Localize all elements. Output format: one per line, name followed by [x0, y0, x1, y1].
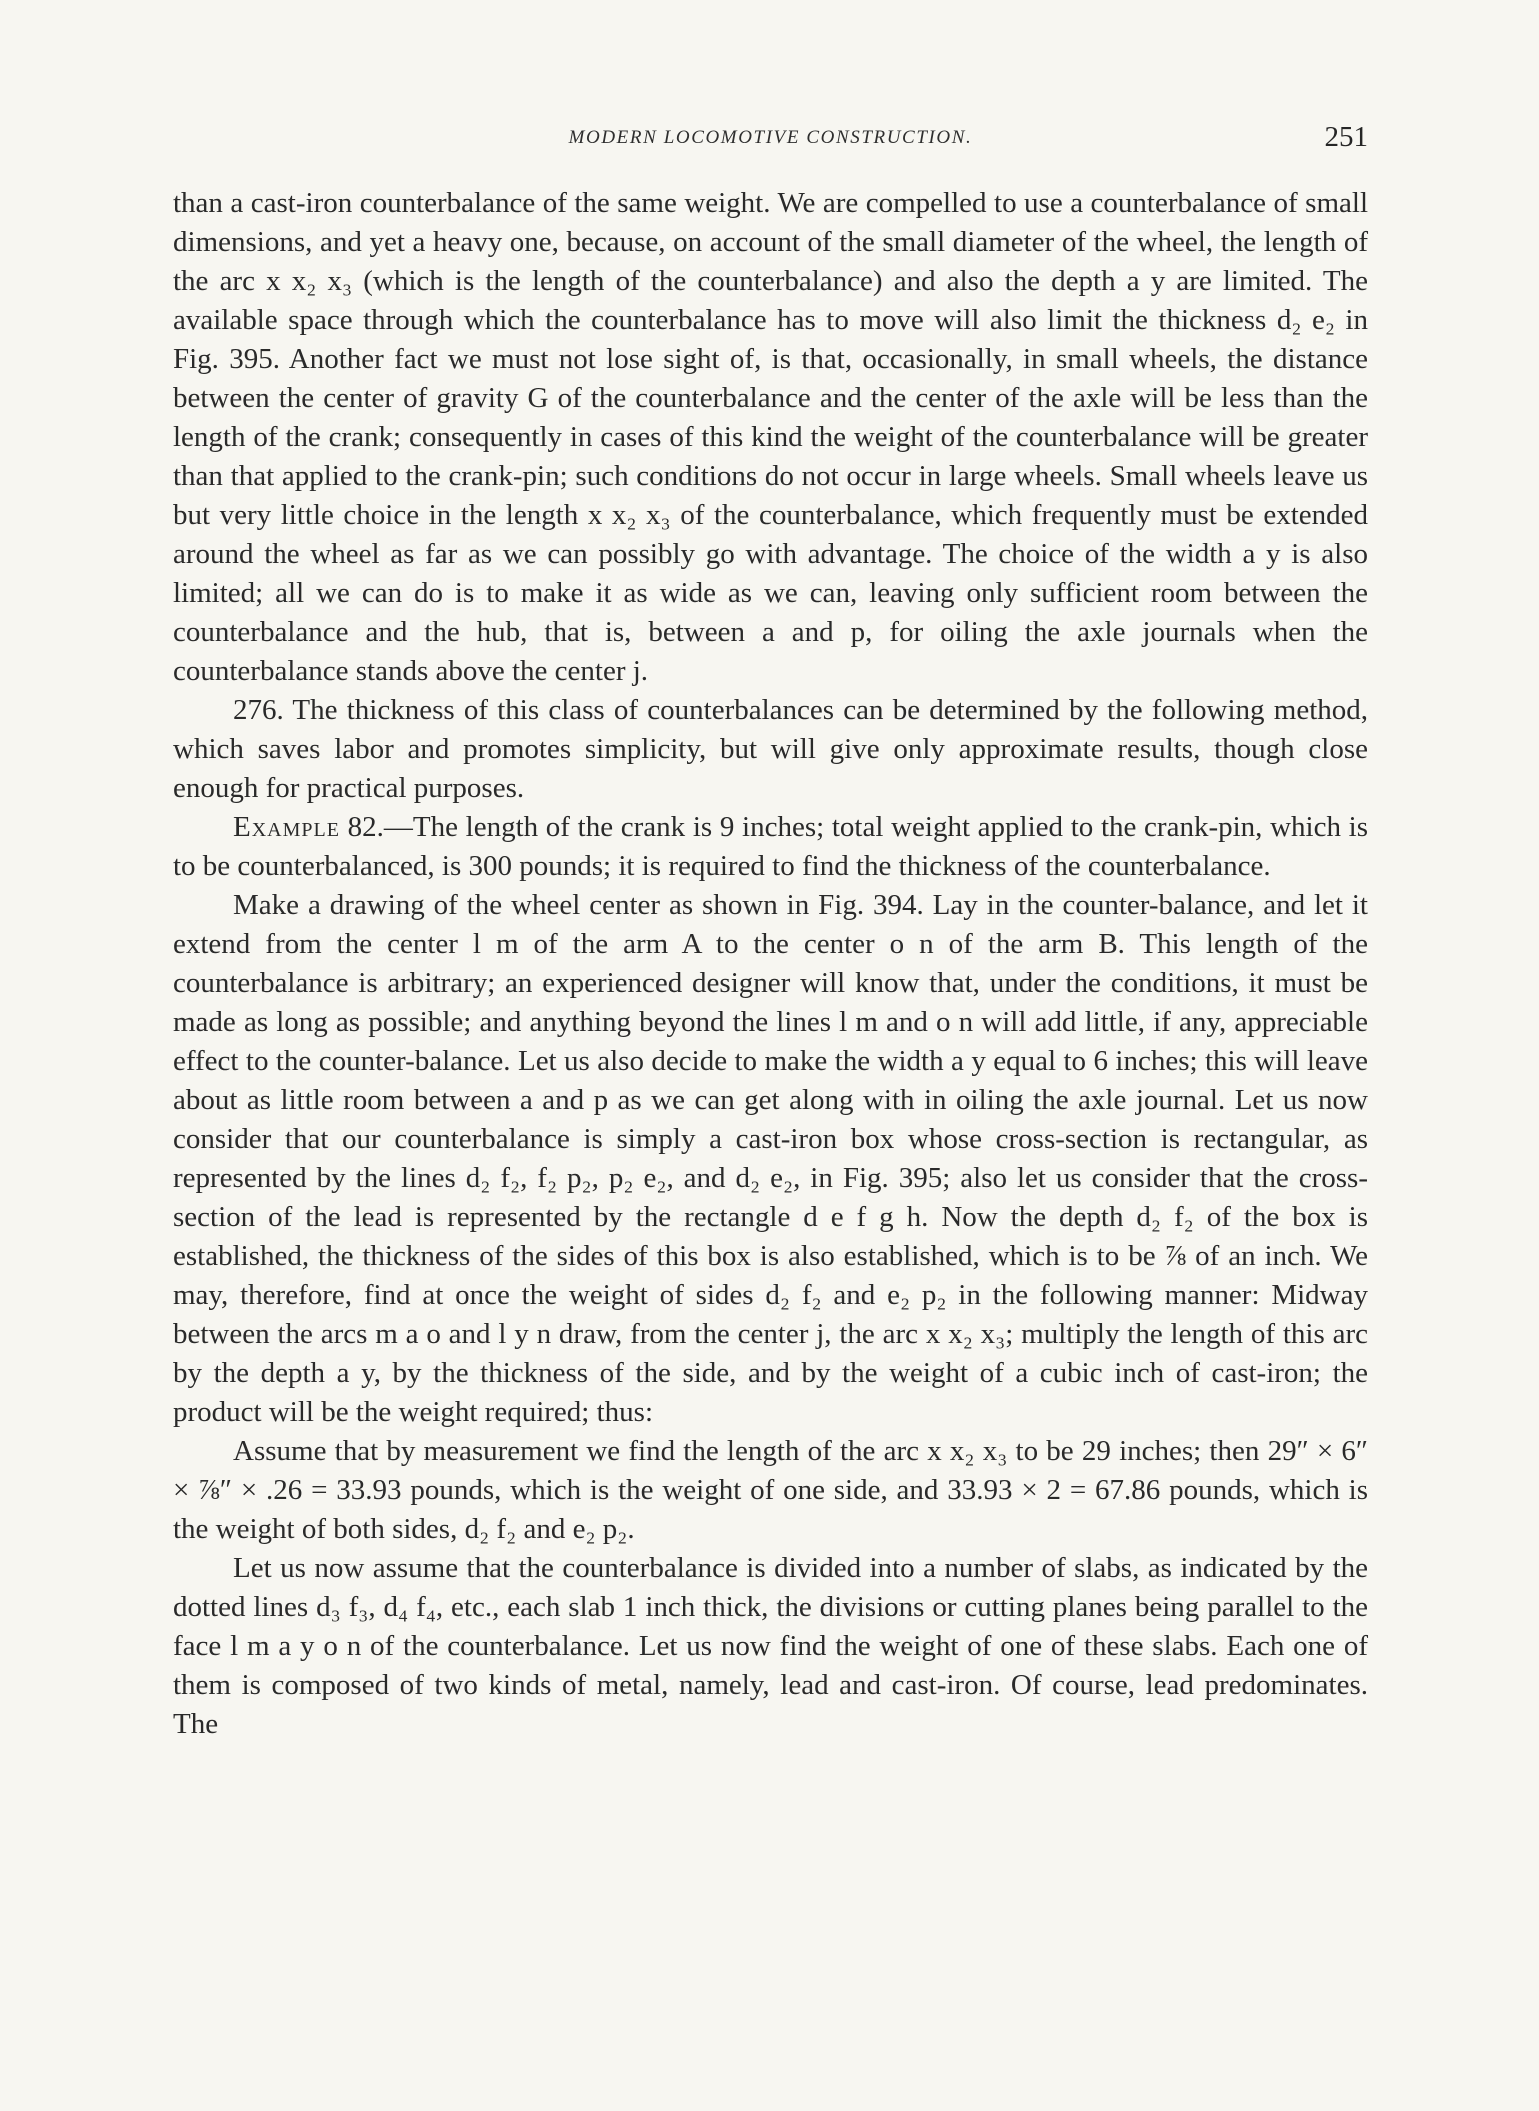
body-text [173, 184, 1368, 1744]
paragraph-continuation: than a cast-iron counterbalance of the same weight. We are compelled to use a counterbalance of small dimensions, and yet a heavy one, because, on account of the small diameter of the wheel, the length of the arc x x₂ x₃ (which is the length of the counterbalance) and also the depth a y are limited. The available space through which the counterbalance has to move will also limit the thickness d₂ e₂ in Fig. 395. Another fact we must not lose sight of, is that, occasionally, in small wheels, the distance between the center of gravity G of the counterbalance and the center of the axle will be less than the length of the crank; consequently in cases of this kind the weight of the counterbalance will be greater than that applied to the crank-pin; such conditions do not occur in large wheels. Small wheels leave us but very little choice in the length x x₂ x₃ of the counterbalance, which frequently must be extended around the wheel as far as we can possibly go with advantage. The choice of the width a y is also limited; all we can do is to make it as wide as we can, leaving only sufficient room between the counterbalance and the hub, that is, between a and p, for oiling the axle journals when the counterbalance stands above the center j. [173, 187, 1368, 687]
paragraph-drawing: Make a drawing of the wheel center as shown in Fig. 394. Lay in the counter-balance, and let it extend from the center l m of the arm A to the center o n of the arm B. This length of the counterbalance is arbitrary; an experienced designer will know that, under the conditions, it must be made as long as possible; and anything beyond the lines l m and o n will add little, if any, appreciable effect to the counter-balance. Let us also decide to make the width a y equal to 6 inches; this will leave about as little room between a and p as we can get along with in oiling the axle journal. Let us now consider that our counterbalance is simply a cast-iron box whose cross-section is rectangular, as represented by the lines d₂ f₂, f₂ p₂, p₂ e₂, and d₂ e₂, in Fig. 395; also let us consider that the cross-section of the lead is represented by the rectangle d e f g h. Now the depth d₂ f₂ of the box is established, the thickness of the sides of this box is also established, which is to be ⅞ of an inch. We may, therefore, find at once the weight of sides d₂ f₂ and e₂ p₂ in the following manner: Midway between the arcs m a o and l y n draw, from the center j, the arc x x₂ x₃; multiply the length of this arc by the depth a y, by the thickness of the side, and by the weight of a cubic inch of cast-iron; the product will be the weight required; thus: [173, 889, 1368, 1428]
paragraph-example-82 [173, 808, 1368, 886]
page-number: 251 [1324, 121, 1368, 153]
paragraph-slabs: Let us now assume that the counterbalance is divided into a number of slabs, as indicated by the dotted lines d₃ f₃, d₄ f₄, etc., each slab 1 inch thick, the divisions or cutting planes being parallel to the face l m a y o n of the counterbalance. Let us now find the weight of one of these slabs. Each one of them is composed of two kinds of metal, namely, lead and cast-iron. Of course, lead predominates. The [173, 1552, 1368, 1740]
example-label: Example [233, 811, 340, 843]
paragraph-276: 276. The thickness of this class of counterbalances can be determined by the following method, which saves labor and promotes simplicity, but will give only approximate results, though close enough for practical purposes. [173, 694, 1368, 804]
example-text: 82.—The length of the crank is 9 inches; total weight applied to the crank-pin, which is to be counterbalanced, is 300 pounds; it is required to find the thickness of the counterbalance. [173, 811, 1368, 882]
running-title: MODERN LOCOMOTIVE CONSTRUCTION. [568, 127, 973, 148]
page-header [173, 121, 1368, 161]
paragraph-assume: Assume that by measurement we find the length of the arc x x₂ x₃ to be 29 inches; then 29″ × 6″ × ⅞″ × .26 = 33.93 pounds, which is the weight of one side, and 33.93 × 2 = 67.86 pounds, which is the weight of both sides, d₂ f₂ and e₂ p₂. [173, 1435, 1368, 1545]
